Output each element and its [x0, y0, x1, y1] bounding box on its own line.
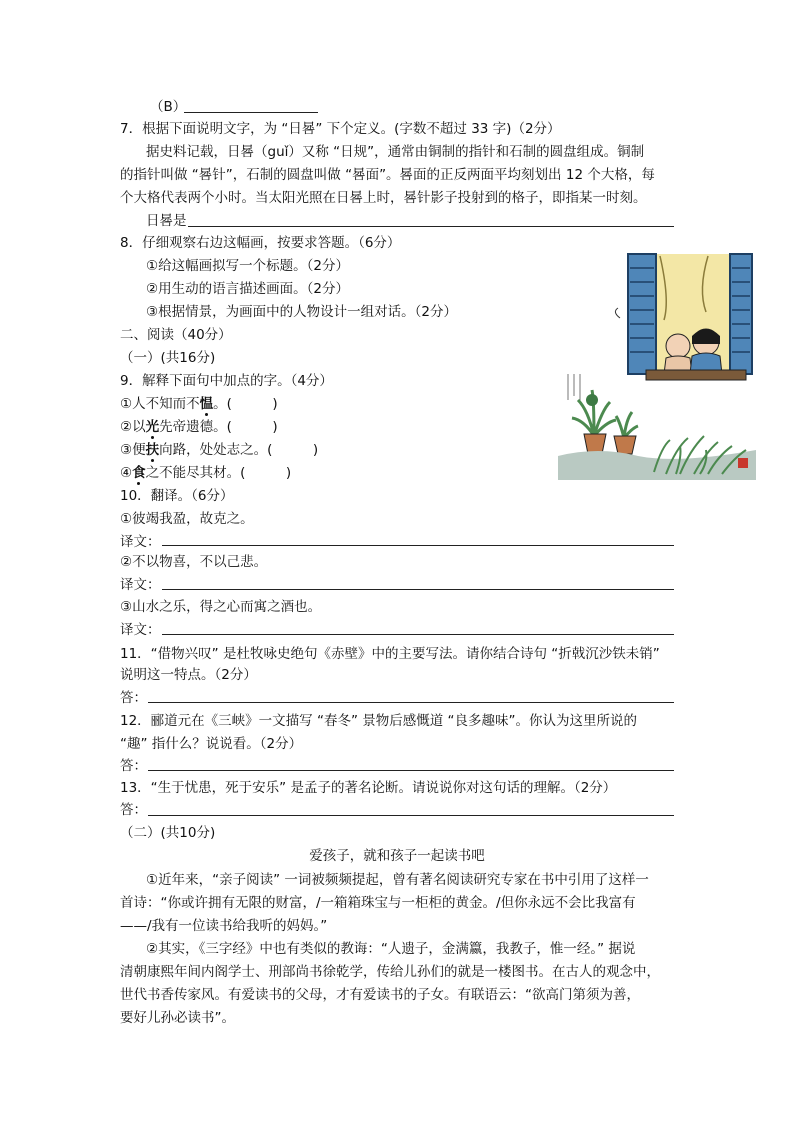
article-p2-line-3: 世代书香传家风。有爱读书的父母，才有爱读书的子女。有联语云：“欲高门第须为善， [120, 987, 640, 1003]
q13-answer-line[interactable] [148, 815, 674, 816]
q9-item-2-dotted-char: 光 [145, 419, 160, 435]
q9-item-4 [120, 464, 291, 482]
q8-stem: 8．仔细观察右边这幅画，按要求答题。（6分） [120, 235, 401, 251]
children-at-window-illustration [558, 250, 756, 480]
q10-answer-line-3[interactable] [162, 634, 674, 635]
q9-item-3-dotted-char: 扶 [145, 442, 160, 458]
q10-translation-label-2: 译文： [120, 577, 161, 593]
q12-answer-line[interactable] [148, 770, 674, 771]
windowsill [646, 370, 746, 380]
q9-item-4-dotted-char: 食 [132, 465, 146, 481]
q11-stem-line-2: 说明这一特点。（2分） [120, 667, 257, 683]
article-p2-line-2: 清朝康熙年间内阁学士、刑部尚书徐乾学，传给儿孙们的就是一楼图书。在古人的观念中， [120, 964, 660, 980]
plant-right [616, 412, 638, 438]
q6-answer-line[interactable] [184, 112, 318, 113]
part-1-heading: （一）(共16分) [120, 350, 216, 366]
q13-stem: 13．“生于忧患，死于安乐” 是孟子的著名论断。请说说你对这句话的理解。（2分） [120, 780, 617, 796]
q13-answer-label: 答： [120, 802, 147, 818]
article-p1-line-3: ——/我有一位读书给我听的妈妈。” [120, 918, 328, 934]
q10-translation-label-1: 译文： [120, 534, 161, 550]
q12-stem-line-1: 12．郦道元在《三峡》一文描写 “春冬” 景物后感慨道 “良多趣味”。你认为这里所说的 [120, 713, 638, 729]
q9-item-1-post: 。( ) [213, 396, 278, 412]
q7-paragraph-line-3: 个大格代表两个小时。当太阳光照在日晷上时，晷针影子投射到的格子，即指某一时刻。 [120, 190, 647, 206]
q9-item-1-dotted-char: 愠 [199, 396, 214, 412]
child-left-head [666, 334, 690, 358]
q9-item-4-post: 之不能尽其材。( ) [145, 465, 292, 481]
artist-seal [738, 458, 748, 468]
pot-right [614, 436, 636, 454]
q7-answer-label: 日晷是 [146, 213, 187, 229]
q10-answer-line-2[interactable] [162, 589, 674, 590]
q8-item-1: ①给这幅画拟写一个标题。（2分） [146, 258, 349, 274]
q9-item-3-pre: ③便 [120, 442, 146, 458]
article-p2-line-1: ②其实，《三字经》中也有类似的教诲：“人遗子，金满籝，我教子，惟一经。” 据说 [146, 941, 636, 957]
article-p1-line-2: 首诗：“你或许拥有无限的财富，/一箱箱珠宝与一柜柜的黄金。/但你永远不会比我富有 [120, 895, 636, 911]
q10-sentence-2: ②不以物喜，不以己悲。 [120, 554, 268, 570]
article-p2-line-4: 要好儿孙必读书”。 [120, 1010, 235, 1026]
q10-sentence-1: ①彼竭我盈，故克之。 [120, 511, 254, 527]
q9-item-1-pre: ①人不知而不 [120, 396, 200, 412]
q8-item-3: ③根据情景，为画面中的人物设计一组对话。（2分） [146, 304, 457, 320]
q7-paragraph-line-2: 的指针叫做 “晷针”，石制的圆盘叫做 “晷面”。晷面的正反两面平均刻划出 12 个大格，每 [120, 167, 655, 183]
q12-answer-label: 答： [120, 758, 147, 774]
q12-stem-line-2: “趣” 指什么？说说看。（2分） [120, 736, 303, 752]
q8-item-2: ②用生动的语言描述画面。（2分） [146, 281, 349, 297]
q9-stem: 9．解释下面句中加点的字。（4分） [120, 373, 333, 389]
q7-answer-line[interactable] [188, 226, 674, 227]
q9-item-2-pre: ②以 [120, 419, 146, 435]
q11-answer-line[interactable] [148, 702, 674, 703]
article-title: 爱孩子，就和孩子一起读书吧 [309, 848, 485, 864]
q10-stem: 10．翻译。（6分） [120, 488, 234, 504]
part-2-heading: （二）(共10分) [120, 825, 216, 841]
right-shutter [730, 254, 752, 374]
q9-item-4-pre: ④ [120, 465, 133, 481]
q7-paragraph-line-1: 据史料记载，日晷（guǐ）又称 “日规”，通常由铜制的指针和石制的圆盘组成。铜制 [146, 144, 645, 160]
hinge-mark [615, 308, 620, 318]
article-p1-line-1: ①近年来，“亲子阅读” 一词被频频提起，曾有著名阅读研究专家在书中引用了这样一 [146, 872, 649, 888]
q9-item-2-post: 先帝遗德。( ) [159, 419, 278, 435]
inscription-strokes [568, 374, 580, 402]
q10-sentence-3: ③山水之乐，得之心而寓之酒也。 [120, 599, 322, 615]
q10-translation-label-3: 译文： [120, 622, 161, 638]
section-heading: 二、阅读（40分） [120, 327, 232, 343]
left-shutter [628, 254, 656, 374]
q9-item-3-post: 向路，处处志之。( ) [159, 442, 319, 458]
q11-stem-line-1: 11．“借物兴叹” 是杜牧咏史绝句《赤壁》中的主要写法。请你结合诗句 “折戟沉沙铁未销” [120, 646, 660, 662]
q9-item-3 [120, 441, 318, 459]
plant-left [572, 390, 616, 436]
q6-option-b: （B） [150, 99, 187, 115]
q9-item-2 [120, 418, 278, 436]
q10-answer-line-1[interactable] [162, 545, 674, 546]
q9-item-1 [120, 395, 278, 413]
q11-answer-label: 答： [120, 690, 147, 706]
pot-left [584, 434, 606, 454]
q7-stem: 7．根据下面说明文字，为 “日晷” 下个定义。(字数不超过 33 字)（2分） [120, 121, 561, 137]
